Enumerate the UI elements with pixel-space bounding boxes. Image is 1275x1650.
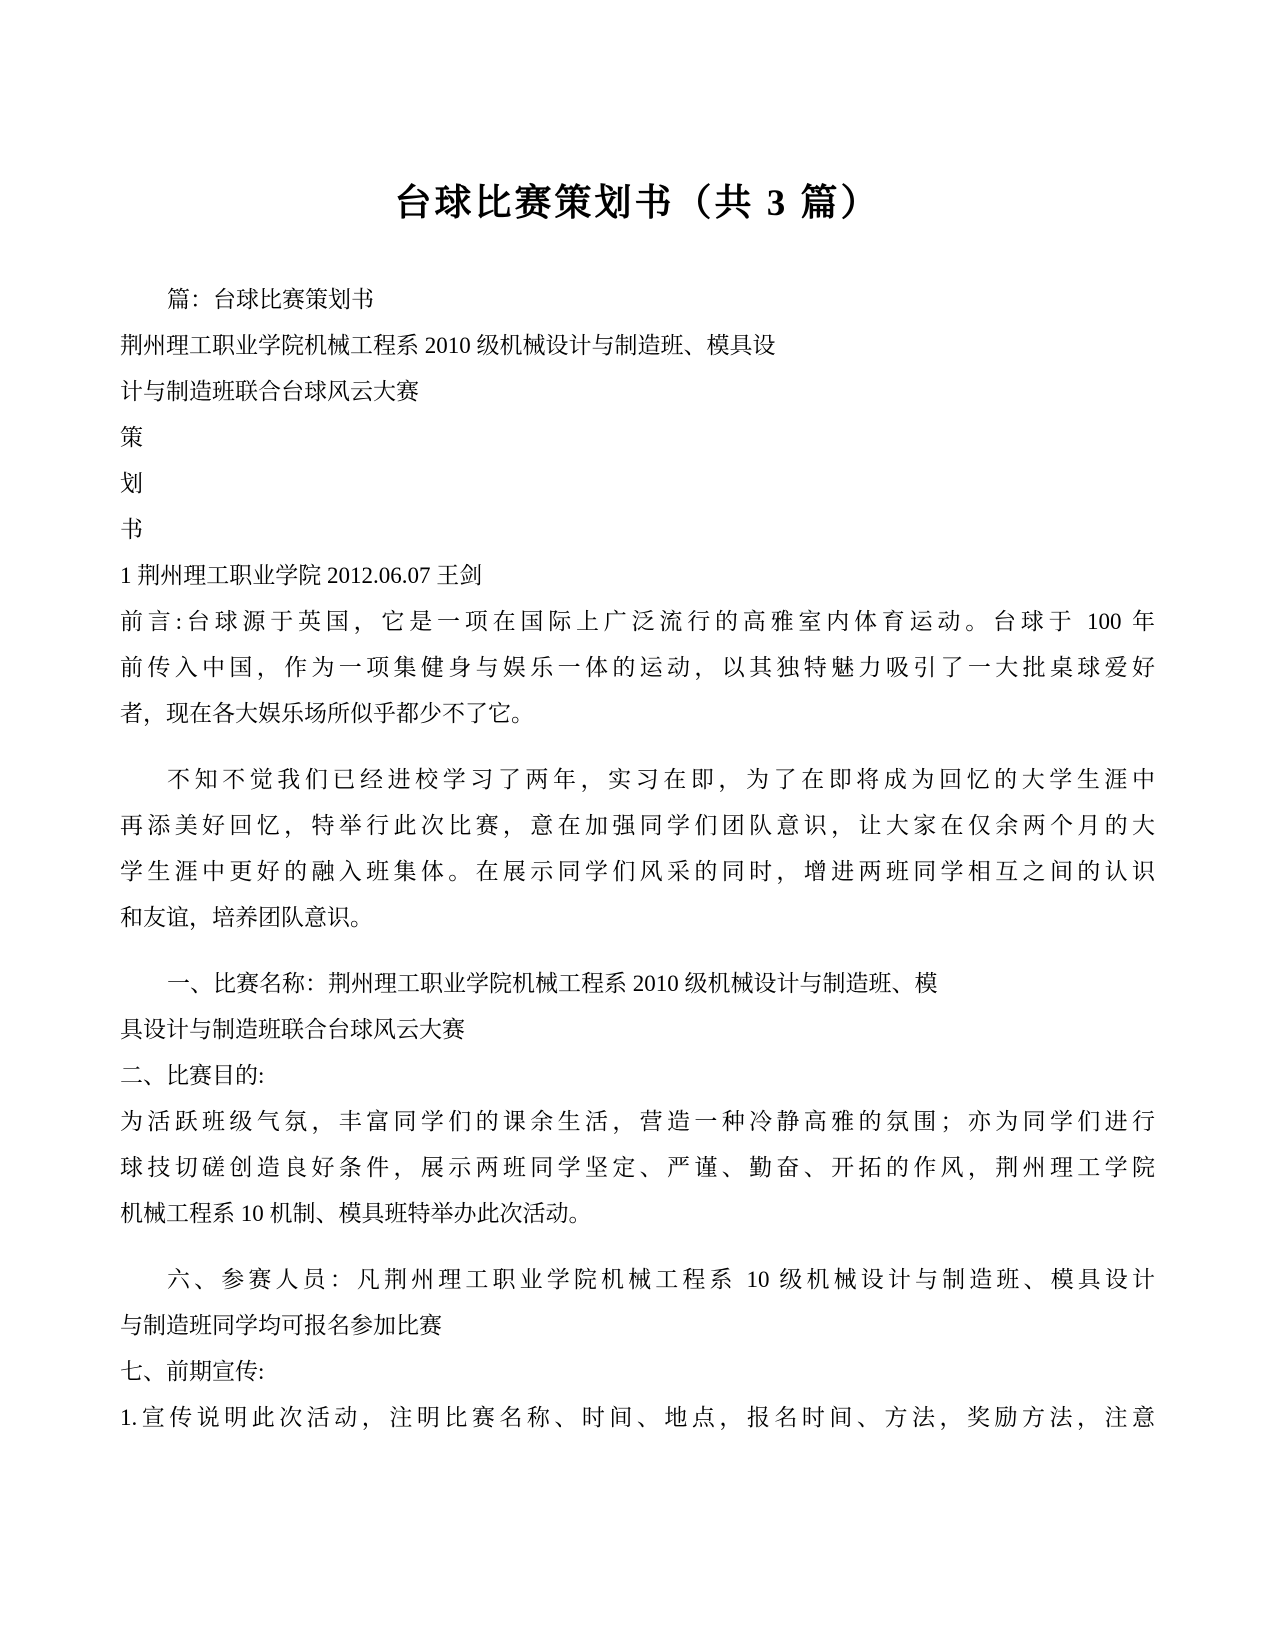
text-line: 荆州理工职业学院机械工程系 2010 级机械设计与制造班、模具设	[120, 333, 776, 358]
text-line: 划	[120, 471, 143, 496]
text-line: 再添美好回忆，特举行此次比赛，意在加强同学们团队意识，让大家在仅余两个月的大	[120, 813, 1155, 838]
paragraph-participants-and-publicity	[120, 1257, 1155, 1441]
text-line: 1.宣传说明此次活动，注明比赛名称、时间、地点，报名时间、方法，奖励方法，注意	[120, 1405, 1155, 1430]
paragraph-intro	[120, 277, 1155, 737]
text-line: 球技切磋创造良好条件，展示两班同学坚定、严谨、勤奋、开拓的作风，荆州理工学院	[120, 1155, 1155, 1180]
text-line: 为活跃班级气氛，丰富同学们的课余生活，营造一种冷静高雅的氛围；亦为同学们进行	[120, 1109, 1155, 1134]
text-line: 前传入中国，作为一项集健身与娱乐一体的运动，以其独特魅力吸引了一大批桌球爱好	[120, 655, 1155, 680]
text-line: 不知不觉我们已经进校学习了两年，实习在即，为了在即将成为回忆的大学生涯中	[167, 767, 1155, 792]
text-line: 篇：台球比赛策划书	[167, 287, 374, 312]
text-line: 和友谊，培养团队意识。	[120, 905, 373, 930]
document-title: 台球比赛策划书（共 3 篇）	[394, 183, 881, 224]
text-line: 学生涯中更好的融入班集体。在展示同学们风采的同时，增进两班同学相互之间的认识	[120, 859, 1155, 884]
text-line: 策	[120, 425, 143, 450]
text-line: 前言:台球源于英国，它是一项在国际上广泛流行的高雅室内体育运动。台球于 100 年	[120, 609, 1155, 634]
text-line: 二、比赛目的:	[120, 1063, 265, 1088]
text-line: 与制造班同学均可报名参加比赛	[120, 1313, 442, 1338]
text-line: 者，现在各大娱乐场所似乎都少不了它。	[120, 701, 534, 726]
text-line: 1 荆州理工职业学院 2012.06.07 王剑	[120, 563, 483, 588]
text-line: 六、参赛人员：凡荆州理工职业学院机械工程系 10 级机械设计与制造班、模具设计	[167, 1267, 1155, 1292]
text-line: 七、前期宣传:	[120, 1359, 265, 1384]
text-line: 具设计与制造班联合台球风云大赛	[120, 1017, 465, 1042]
text-line: 书	[120, 517, 143, 542]
paragraph-background	[120, 757, 1155, 941]
paragraph-name-and-purpose	[120, 961, 1155, 1237]
text-line: 一、比赛名称：荆州理工职业学院机械工程系 2010 级机械设计与制造班、模	[167, 971, 938, 996]
text-line: 计与制造班联合台球风云大赛	[120, 379, 419, 404]
text-line: 机械工程系 10 机制、模具班特举办此次活动。	[120, 1201, 592, 1226]
